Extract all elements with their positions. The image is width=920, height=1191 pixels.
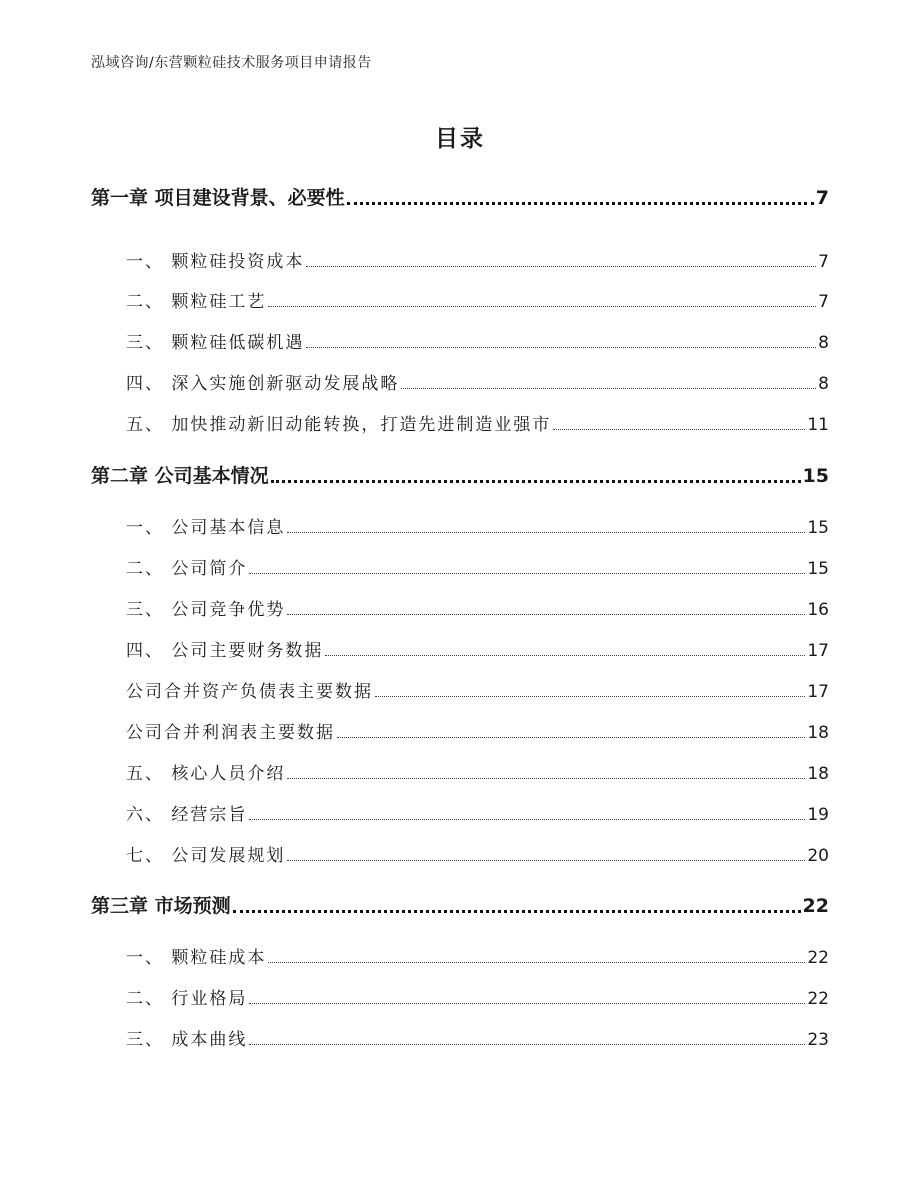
page-number: 20	[807, 846, 829, 866]
toc-chapter-1[interactable]	[91, 183, 829, 210]
entry-label: 一、 颗粒硅投资成本	[126, 252, 305, 272]
entry-label: 五、 核心人员介绍	[126, 764, 286, 784]
dot-leader	[287, 532, 805, 533]
entry-label: 二、 颗粒硅工艺	[126, 292, 267, 312]
page-number: 7	[818, 252, 829, 272]
entry-label: 三、 颗粒硅低碳机遇	[126, 333, 305, 353]
toc-entry[interactable]	[126, 287, 829, 312]
page-number: 15	[807, 559, 829, 579]
dot-leader	[401, 388, 816, 389]
entry-label: 二、 行业格局	[126, 989, 248, 1009]
dot-leader	[249, 1003, 805, 1004]
entry-label: 四、 深入实施创新驱动发展战略	[126, 374, 400, 394]
entry-label: 五、 加快推动新旧动能转换，打造先进制造业强市	[126, 415, 552, 435]
page-number: 22	[807, 948, 829, 968]
toc-entry[interactable]	[126, 595, 829, 620]
entry-label: 三、 成本曲线	[126, 1030, 248, 1050]
page-number: 19	[807, 805, 829, 825]
entry-label: 一、 颗粒硅成本	[126, 948, 267, 968]
entry-label: 公司合并资产负债表主要数据	[126, 682, 373, 702]
page-number: 22	[807, 989, 829, 1009]
toc-title: 目录	[435, 126, 485, 152]
entry-label: 三、 公司竞争优势	[126, 600, 286, 620]
dot-leader	[287, 778, 805, 779]
toc-chapter-3[interactable]	[91, 891, 829, 918]
toc-entry[interactable]	[126, 984, 829, 1009]
running-header: 泓域咨询/东营颗粒硅技术服务项目申请报告	[91, 55, 372, 71]
dot-leader	[337, 737, 805, 738]
chapter-label: 第二章 公司基本情况	[91, 465, 269, 487]
page-number: 15	[802, 465, 829, 487]
chapter-label: 第三章 市场预测	[91, 895, 231, 917]
entry-label: 七、 公司发展规划	[126, 846, 286, 866]
page-number: 22	[802, 895, 829, 917]
page-number: 18	[807, 764, 829, 784]
dot-leader	[287, 614, 805, 615]
dot-leader	[553, 429, 805, 430]
entry-label: 四、 公司主要财务数据	[126, 641, 324, 661]
toc-entry[interactable]	[126, 943, 829, 968]
toc-entry[interactable]	[126, 718, 829, 743]
dot-leader	[287, 860, 805, 861]
toc-entry[interactable]	[126, 800, 829, 825]
toc-entry[interactable]	[126, 247, 829, 272]
toc-chapter-2[interactable]	[91, 461, 829, 488]
toc-entry[interactable]	[126, 677, 829, 702]
page-number: 11	[807, 415, 829, 435]
toc-entry[interactable]	[126, 410, 829, 435]
toc-entry[interactable]	[126, 369, 829, 394]
page-number: 17	[807, 682, 829, 702]
entry-label: 公司合并利润表主要数据	[126, 723, 335, 743]
toc-entry[interactable]	[126, 328, 829, 353]
dot-leader	[325, 655, 805, 656]
page-number: 8	[818, 374, 829, 394]
page-number: 8	[818, 333, 829, 353]
dot-leader	[249, 819, 805, 820]
dot-leader	[233, 910, 801, 913]
page-number: 17	[807, 641, 829, 661]
page-number: 15	[807, 518, 829, 538]
page-number: 7	[815, 187, 829, 209]
toc-entry[interactable]	[126, 554, 829, 579]
dot-leader	[268, 962, 805, 963]
entry-label: 六、 经营宗旨	[126, 805, 248, 825]
page-number: 18	[807, 723, 829, 743]
entry-label: 二、 公司简介	[126, 559, 248, 579]
dot-leader	[306, 266, 816, 267]
dot-leader	[347, 202, 814, 205]
chapter-label: 第一章 项目建设背景、必要性	[91, 187, 345, 209]
toc-entry[interactable]	[126, 759, 829, 784]
dot-leader	[249, 1044, 805, 1045]
toc-entry[interactable]	[126, 513, 829, 538]
toc-entry[interactable]	[126, 636, 829, 661]
dot-leader	[271, 480, 801, 483]
toc-entry[interactable]	[126, 841, 829, 866]
dot-leader	[249, 573, 805, 574]
page-number: 16	[807, 600, 829, 620]
dot-leader	[268, 306, 816, 307]
toc-entry[interactable]	[126, 1025, 829, 1050]
entry-label: 一、 公司基本信息	[126, 518, 286, 538]
dot-leader	[306, 347, 816, 348]
page-number: 23	[807, 1030, 829, 1050]
page-number: 7	[818, 292, 829, 312]
dot-leader	[375, 696, 805, 697]
